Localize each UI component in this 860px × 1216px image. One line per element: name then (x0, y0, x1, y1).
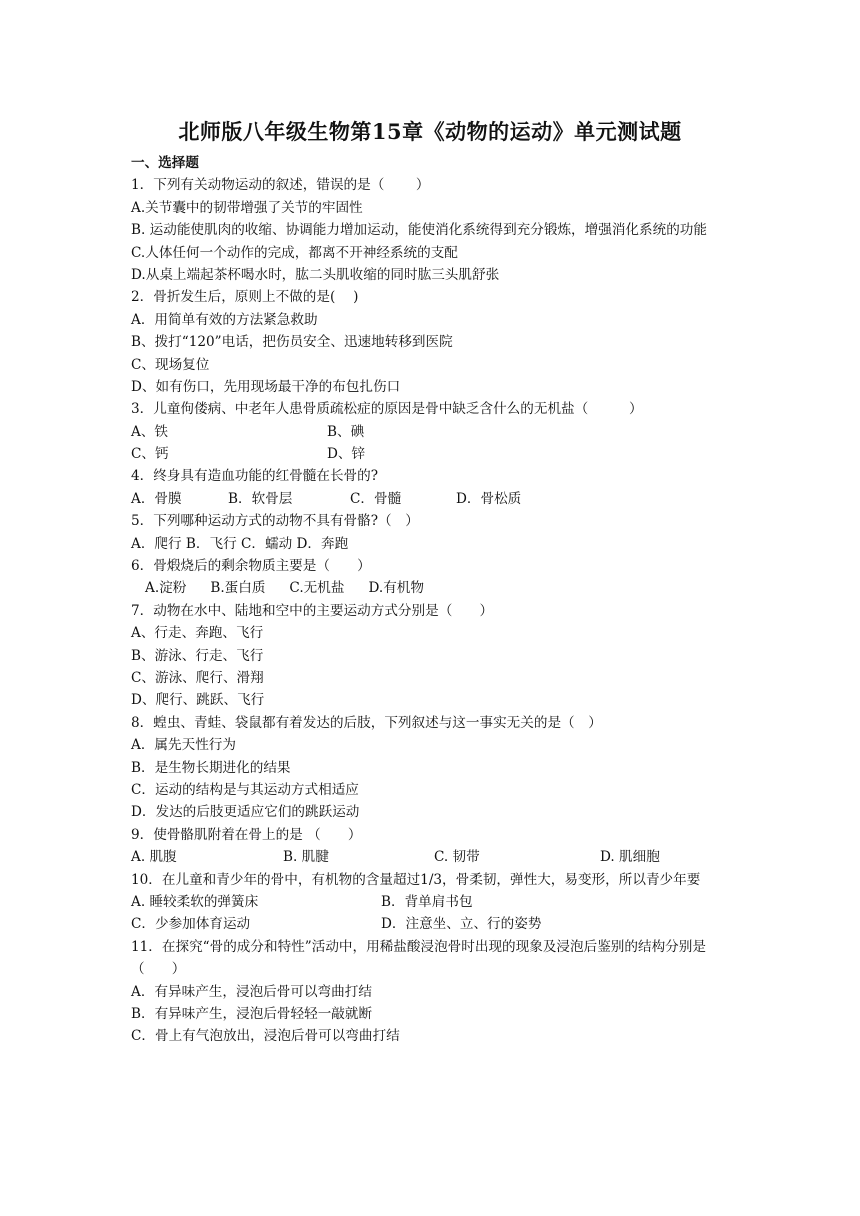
question-3-option-c: C、钙 (131, 446, 169, 463)
question-6-option-a: A.淀粉 (145, 580, 187, 597)
question-11-option-c: C．骨上有气泡放出，浸泡后骨可以弯曲打结 (131, 1028, 400, 1045)
question-6-option-d: D.有机物 (368, 580, 424, 597)
question-2-option-b: B、拨打“120”电话，把伤员安全、迅速地转移到医院 (131, 334, 453, 351)
question-11-stem: 11．在探究“骨的成分和特性”活动中，用稀盐酸浸泡骨时出现的现象及浸泡后鉴别的结构分别是（ ） (131, 938, 706, 978)
question-2-option-c: C、现场复位 (131, 356, 210, 373)
question-7-option-b: B、游泳、行走、飞行 (131, 647, 264, 664)
question-9-options (131, 846, 735, 868)
question-3-options-row-1 (131, 421, 735, 443)
question-9-option-c: C. 韧带 (434, 849, 480, 866)
question-4-options (131, 488, 735, 510)
question-9-stem: 9．使骨骼肌附着在骨上的是 （ ） (131, 826, 362, 843)
question-list (131, 152, 735, 1048)
question-3-stem: 3．儿童佝偻病、中老年人患骨质疏松症的原因是骨中缺乏含什么的无机盐（ ） (131, 401, 643, 418)
question-8-option-c: C．运动的结构是与其运动方式相适应 (131, 781, 359, 798)
question-5-options: A．爬行 B．飞行 C．蠕动 D．奔跑 (131, 535, 349, 552)
question-2-option-d: D、如有伤口，先用现场最干净的布包扎伤口 (131, 378, 401, 395)
question-10-option-c: C．少参加体育运动 (131, 916, 251, 933)
document-title: 北师版八年级生物第15章《动物的运动》单元测试题 (178, 119, 682, 144)
question-10-option-b: B．背单肩书包 (381, 893, 473, 910)
question-9-option-b: B. 肌腱 (283, 849, 329, 866)
question-6-option-b: B.蛋白质 (210, 580, 266, 597)
question-2-stem: 2．骨折发生后，原则上不做的是( ) (131, 289, 359, 306)
question-7-stem: 7．动物在水中、陆地和空中的主要运动方式分别是（ ） (131, 602, 494, 619)
question-7-option-d: D、爬行、跳跃、飞行 (131, 692, 265, 709)
question-3-option-a: A、铁 (131, 423, 169, 440)
question-11-option-b: B．有异味产生，浸泡后骨轻轻一敲就断 (131, 1005, 373, 1022)
question-6-options (131, 577, 735, 599)
question-4-option-a: A．骨膜 (131, 490, 182, 507)
question-3-option-b: B、碘 (327, 423, 365, 440)
question-8-option-d: D．发达的后肢更适应它们的跳跃运动 (131, 804, 360, 821)
question-4-option-c: C．骨髓 (350, 490, 402, 507)
question-8-option-a: A．属先天性行为 (131, 737, 236, 754)
question-6-stem: 6．骨煅烧后的剩余物质主要是（ ） (131, 558, 371, 575)
question-4-stem: 4．终身具有造血功能的红骨髓在长骨的? (131, 468, 379, 485)
question-4-option-b: B．软骨层 (228, 490, 293, 507)
section-heading: 一、选择题 (131, 155, 199, 171)
question-1-option-a: A.关节囊中的韧带增强了关节的牢固性 (131, 199, 363, 216)
question-1-option-d: D.从桌上端起茶杯喝水时，肱二头肌收缩的同时肱三头肌舒张 (131, 266, 500, 283)
question-3-options-row-2 (131, 443, 735, 465)
question-9-option-a: A. 肌腹 (131, 849, 177, 866)
question-1-option-c: C.人体任何一个动作的完成，都离不开神经系统的支配 (131, 244, 458, 261)
question-4-option-d: D．骨松质 (456, 490, 522, 507)
question-2-option-a: A．用简单有效的方法紧急救助 (131, 311, 318, 328)
question-10-options-row-2 (131, 913, 735, 935)
question-6-option-c: C.无机盐 (289, 580, 345, 597)
question-10-options-row-1 (131, 891, 735, 913)
question-8-option-b: B．是生物长期进化的结果 (131, 759, 291, 776)
question-1-stem: 1．下列有关动物运动的叙述，错误的是（ ） (131, 177, 430, 194)
question-9-option-d: D. 肌细胞 (600, 849, 660, 866)
question-7-option-a: A、行走、奔跑、飞行 (131, 625, 264, 642)
question-10-option-d: D．注意坐、立、行的姿势 (381, 916, 542, 933)
question-7-option-c: C、游泳、爬行、滑翔 (131, 670, 264, 686)
question-10-option-a: A. 睡较柔软的弹簧床 (131, 893, 259, 910)
question-1-option-b: B. 运动能使肌肉的收缩、协调能力增加运动，能使消化系统得到充分锻炼，增强消化系统的功能 (131, 222, 707, 239)
question-10-stem: 10．在儿童和青少年的骨中，有机物的含量超过1/3，骨柔韧，弹性大，易变形，所以青少年要 (131, 871, 701, 888)
question-11-option-a: A．有异味产生，浸泡后骨可以弯曲打结 (131, 983, 372, 1000)
question-5-stem: 5．下列哪种运动方式的动物不具有骨骼?（ ） (131, 513, 419, 530)
question-8-stem: 8．蝗虫、青蛙、袋鼠都有着发达的后肢，下列叙述与这一事实无关的是（ ） (131, 714, 602, 731)
question-3-option-d: D、锌 (327, 446, 366, 463)
